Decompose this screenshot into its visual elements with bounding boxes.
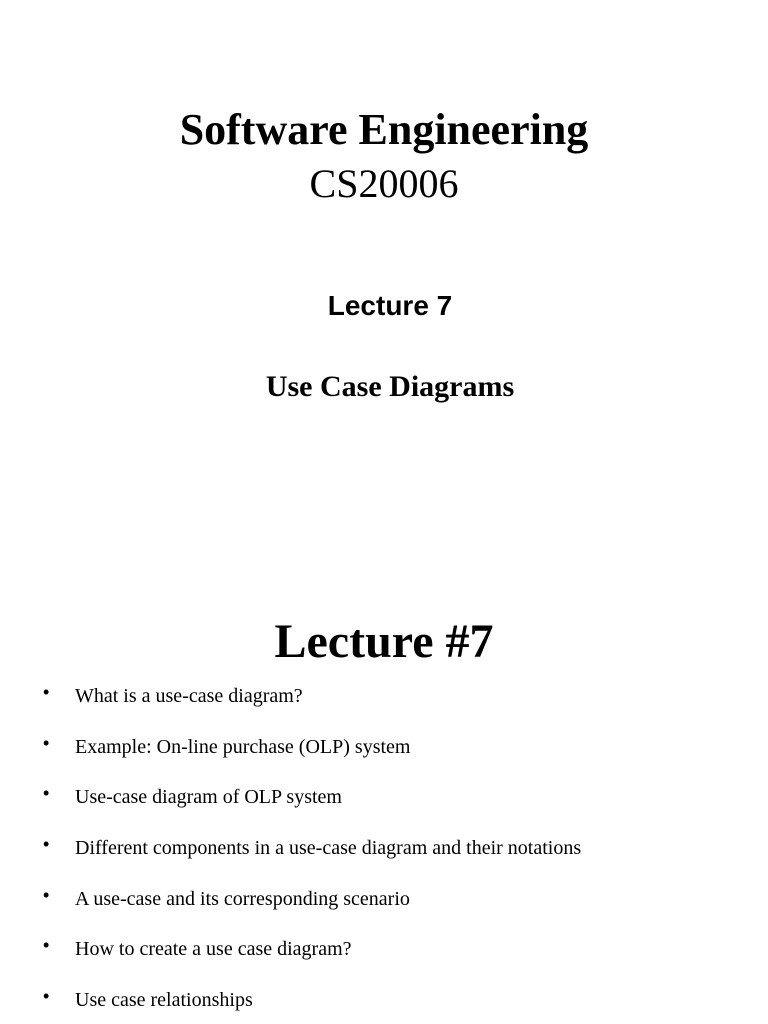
bullet-icon: • xyxy=(43,682,50,702)
slide-title: Software Engineering xyxy=(179,105,589,154)
lecture-number: Lecture 7 xyxy=(327,290,453,321)
list-item xyxy=(0,731,768,761)
list-item xyxy=(0,883,768,913)
lecture-topic: Use Case Diagrams xyxy=(265,370,515,403)
bullet-text: Use case relationships xyxy=(75,989,253,1011)
bullet-text: What is a use-case diagram? xyxy=(75,685,303,707)
list-item xyxy=(0,984,768,1014)
outline-title: Lecture #7 xyxy=(274,615,494,668)
course-code: CS20006 xyxy=(309,161,459,206)
bullet-text: A use-case and its corresponding scenario xyxy=(75,888,410,910)
bullet-text: Example: On-line purchase (OLP) system xyxy=(75,736,411,758)
bullet-icon: • xyxy=(43,986,50,1006)
bullet-icon: • xyxy=(43,783,50,803)
bullet-icon: • xyxy=(43,733,50,753)
bullet-icon: • xyxy=(43,935,50,955)
list-item xyxy=(0,680,768,710)
list-item xyxy=(0,832,768,862)
bullet-text: How to create a use case diagram? xyxy=(75,938,352,960)
list-item xyxy=(0,933,768,963)
bullet-text: Different components in a use-case diagram and their notations xyxy=(75,837,582,859)
bullet-text: Use-case diagram of OLP system xyxy=(75,786,342,808)
bullet-icon: • xyxy=(43,834,50,854)
bullet-icon: • xyxy=(43,885,50,905)
list-item xyxy=(0,781,768,811)
